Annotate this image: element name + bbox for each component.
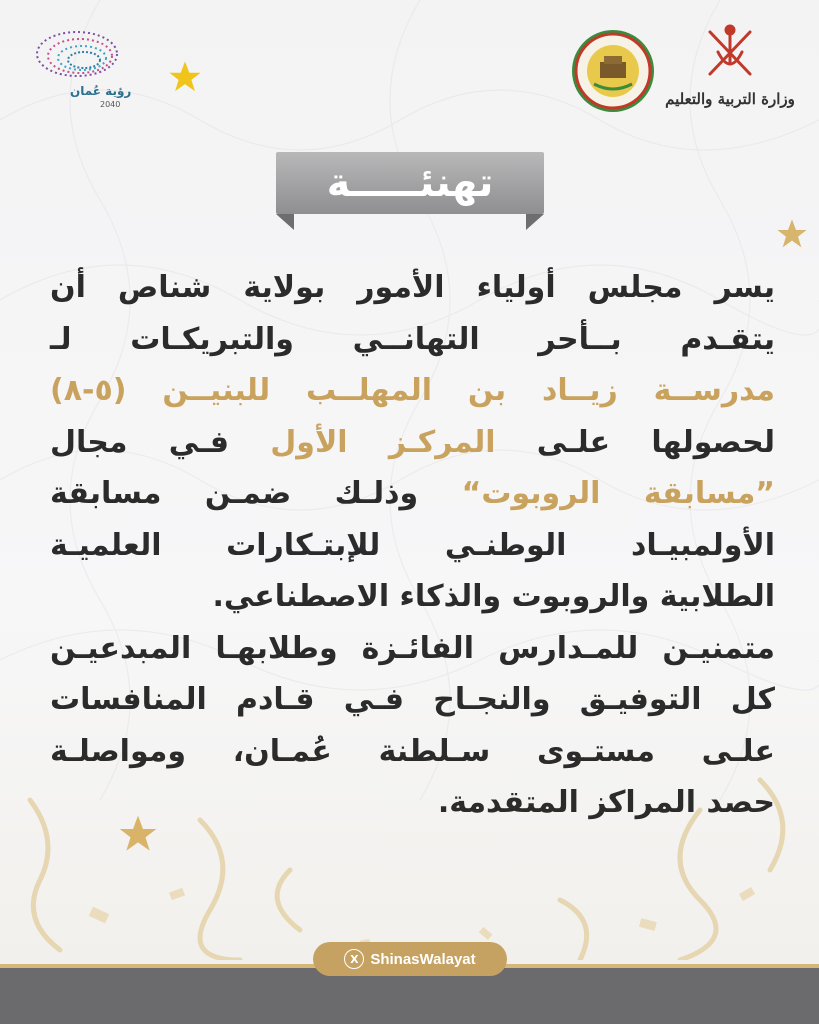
banner-ribbon bbox=[276, 214, 544, 232]
text-run: كل التوفيـق والنجـاح فـي قـادم المنافسات bbox=[50, 682, 775, 717]
congratulation-message bbox=[50, 262, 775, 829]
council-emblem-icon bbox=[570, 28, 656, 114]
text-run: الطلابية والروبوت والذكاء الاصطناعي. bbox=[212, 579, 775, 614]
social-handle[interactable]: ShinasWalayat bbox=[370, 950, 476, 968]
message-line bbox=[50, 365, 775, 417]
ministry-education-logo bbox=[660, 22, 800, 117]
text-run: الأولمبيـاد الوطنـي للإبتـكارات العلميـة bbox=[50, 527, 775, 563]
text-run: يتقـدم بــأحر التهانــي والتبريكـات لـ bbox=[50, 321, 775, 357]
school-name-highlight: مدرســة زيــاد بن المهلــب للبنيــن (٥-٨) bbox=[50, 373, 775, 408]
social-handle-badge[interactable] bbox=[313, 942, 507, 976]
title-banner bbox=[276, 152, 544, 232]
oman-vision-logo bbox=[22, 22, 142, 112]
text-run: متمنيـن للمـدارس الفائـزة وطلابهـا المبدعيـن bbox=[50, 630, 775, 666]
x-logo-icon: X bbox=[344, 949, 364, 969]
text-run: لحصولها علـى bbox=[495, 424, 775, 460]
message-line bbox=[50, 468, 775, 520]
vision-year: 2040 bbox=[100, 100, 121, 109]
title-box bbox=[276, 152, 544, 214]
vision-label: رؤية عُمان bbox=[70, 84, 132, 98]
vision-swirl-icon bbox=[22, 22, 142, 92]
message-line bbox=[50, 674, 775, 726]
ministry-label: وزارة التربية والتعليم bbox=[665, 90, 795, 108]
confetti-decoration bbox=[0, 760, 819, 960]
text-run: علـى مستـوى سـلطنة عُمـان، ومواصلـة bbox=[50, 733, 775, 769]
text-run: يسر مجلس أولياء الأمور بولاية شناص أن bbox=[50, 270, 775, 305]
message-line bbox=[50, 314, 775, 366]
message-line bbox=[50, 262, 775, 314]
parents-council-logo bbox=[570, 28, 656, 114]
star-icon bbox=[776, 218, 808, 250]
message-line bbox=[50, 417, 775, 469]
star-icon bbox=[168, 60, 202, 94]
footer-bar bbox=[0, 968, 819, 1024]
competition-name-highlight: ”مسابقة الروبوت“ bbox=[461, 476, 775, 511]
message-line bbox=[50, 623, 775, 675]
first-place-highlight: المركـز الأول bbox=[270, 424, 496, 460]
page-title: تهنئـــــة bbox=[326, 160, 494, 206]
message-line bbox=[50, 520, 775, 572]
text-run: فـي مجال bbox=[50, 424, 271, 460]
message-line bbox=[50, 571, 775, 623]
text-run: حصد المراكز المتقدمة. bbox=[437, 785, 775, 820]
text-run: وذلـك ضمـن مسابقة bbox=[50, 476, 462, 511]
oman-emblem-icon bbox=[660, 22, 800, 88]
